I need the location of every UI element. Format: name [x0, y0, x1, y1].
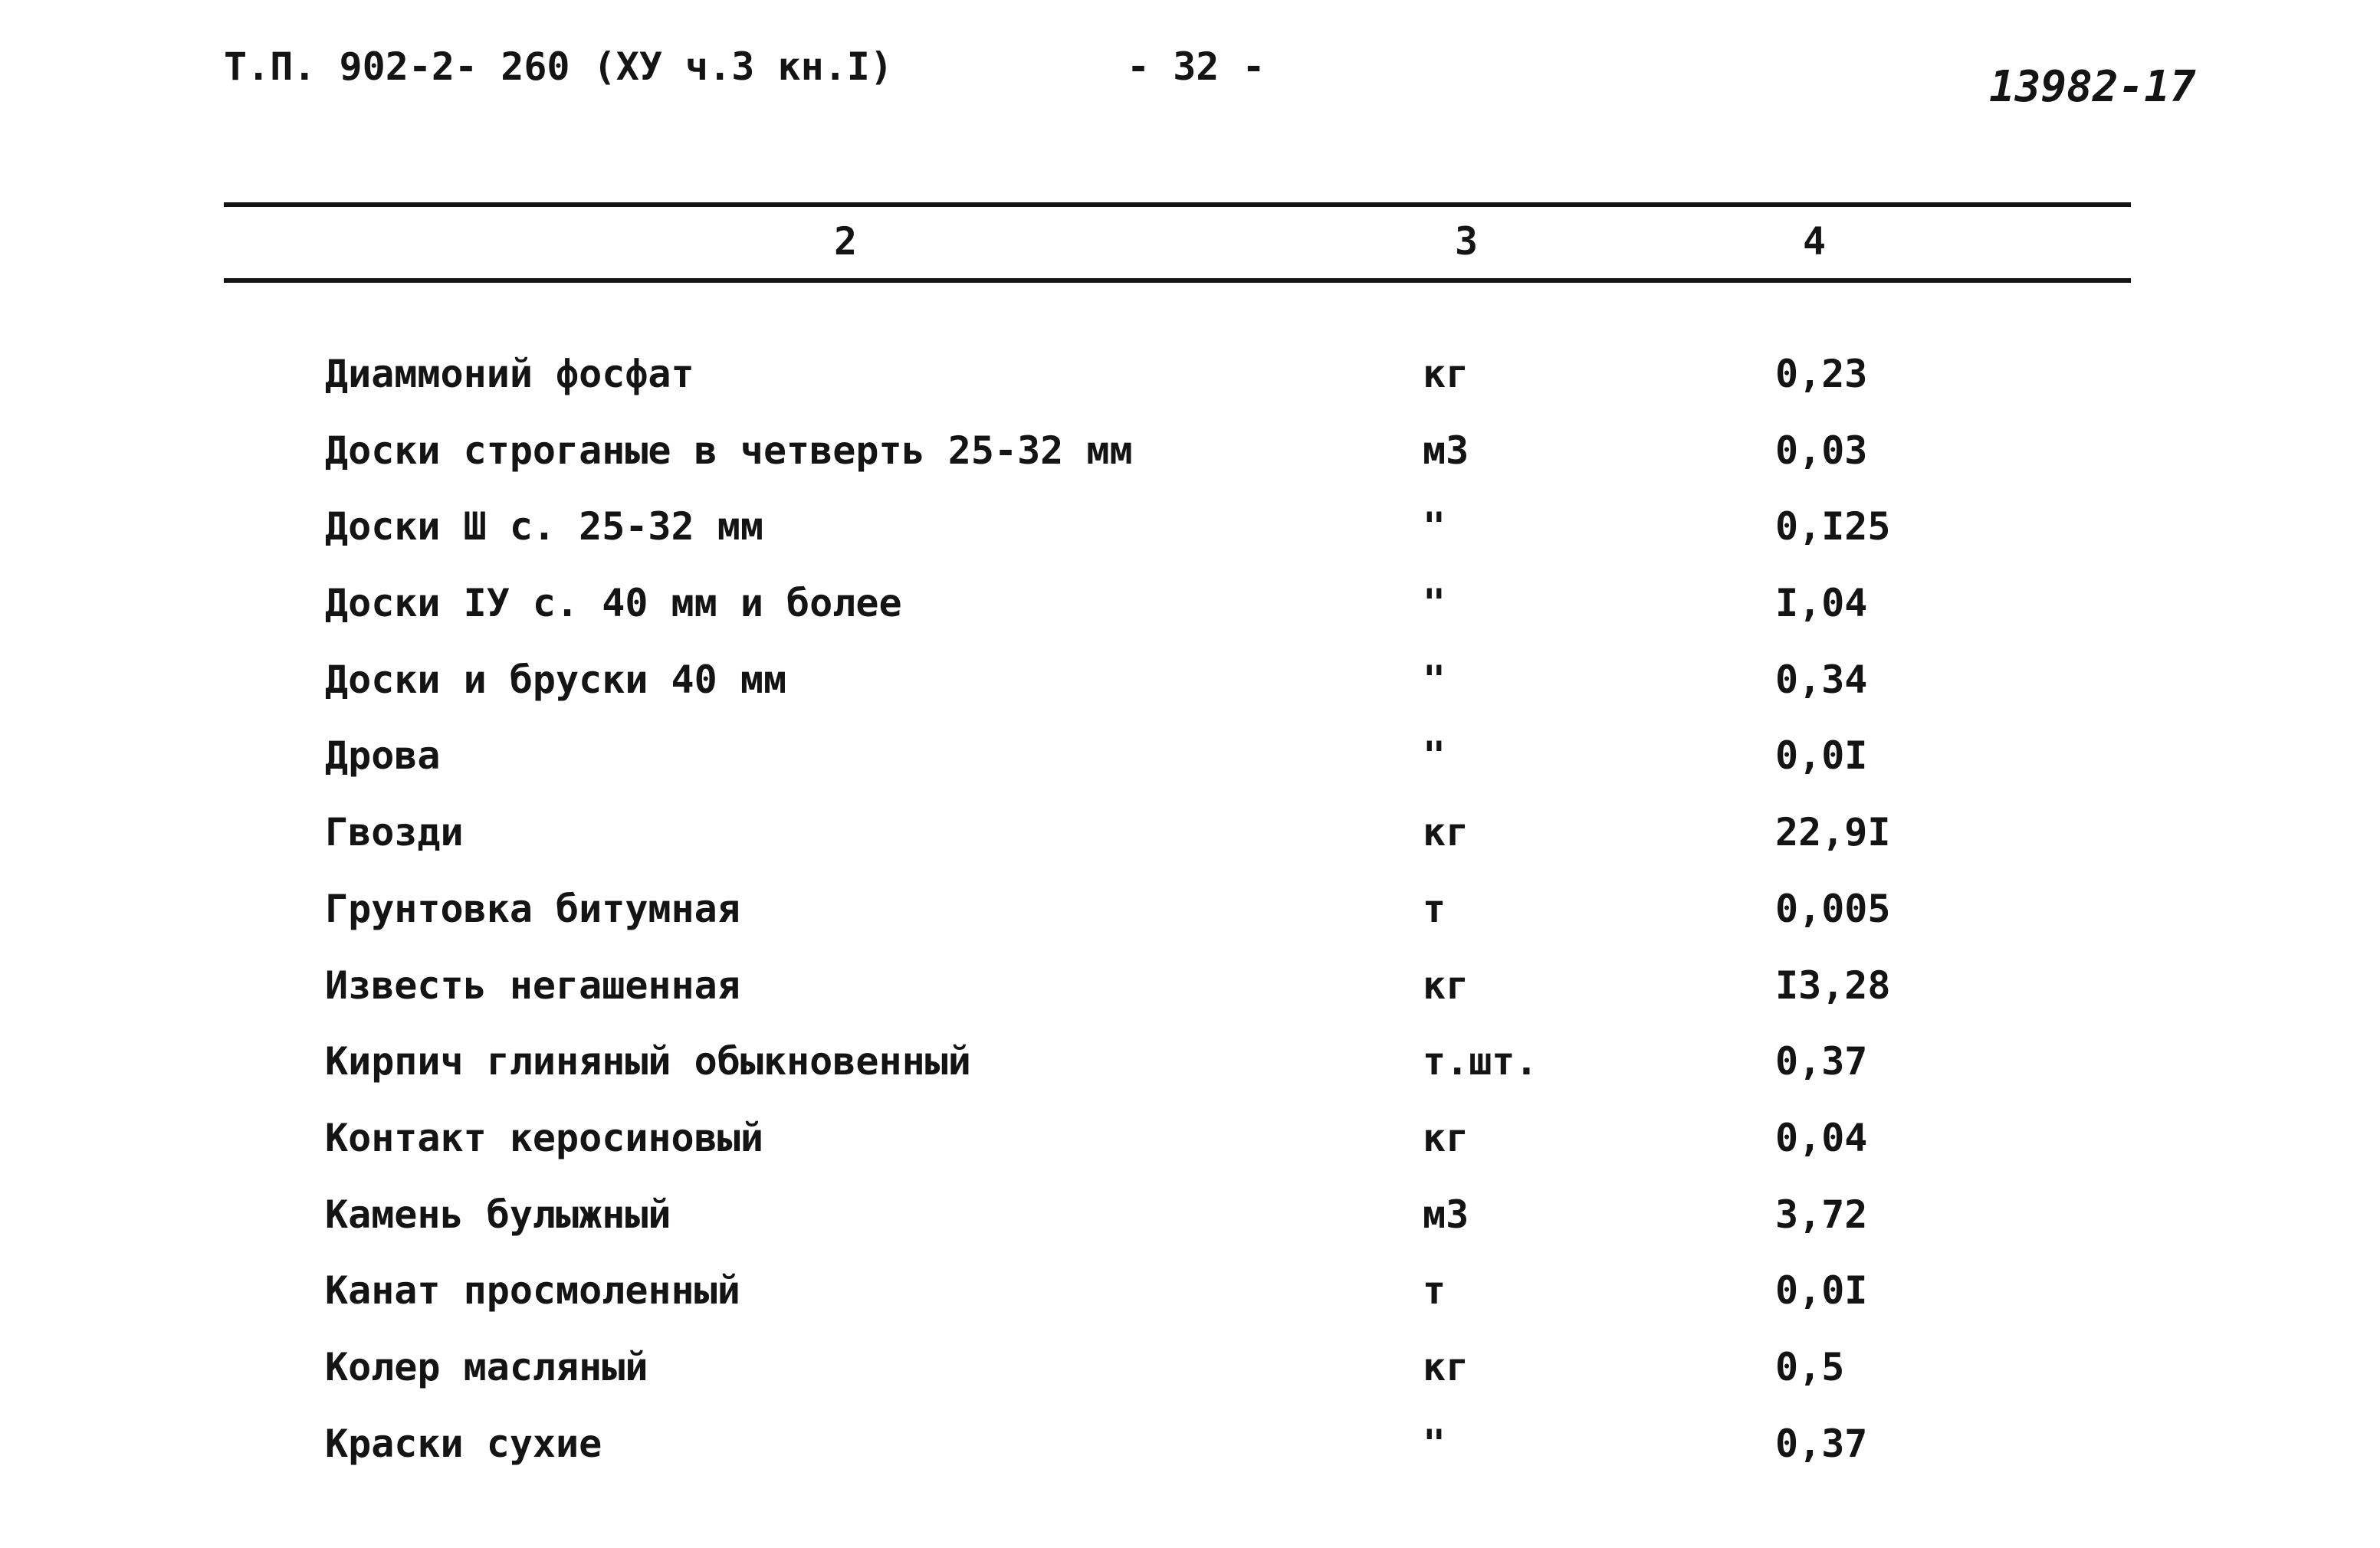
material-unit: т.шт.: [1423, 1039, 1538, 1084]
table-top-rule: [224, 202, 2131, 207]
material-name: Контакт керосиновый: [325, 1115, 763, 1160]
material-quantity: 0,0I: [1775, 733, 1868, 779]
material-quantity: 0,03: [1775, 428, 1868, 473]
table-row: [0, 799, 2380, 876]
material-name: Канат просмоленный: [325, 1268, 740, 1314]
material-name: Гвозди: [325, 810, 464, 855]
material-unit: м3: [1423, 428, 1469, 473]
table-row: [0, 418, 2380, 494]
column-header-4: 4: [1803, 219, 1827, 264]
material-name: Грунтовка битумная: [325, 886, 740, 931]
materials-table-body: [0, 341, 2380, 1487]
table-row: [0, 1334, 2380, 1411]
material-unit: т: [1423, 886, 1446, 931]
material-quantity: 0,005: [1775, 886, 1891, 931]
material-unit: кг: [1423, 352, 1469, 396]
material-unit: ": [1423, 504, 1446, 549]
page-number: - 32 -: [1127, 44, 1266, 89]
table-row: [0, 1105, 2380, 1182]
material-unit: ": [1423, 733, 1446, 779]
material-unit: м3: [1423, 1192, 1469, 1237]
material-name: Колер масляный: [325, 1344, 648, 1389]
table-row: [0, 647, 2380, 723]
material-quantity: I3,28: [1775, 963, 1891, 1008]
material-name: Краски сухие: [325, 1421, 602, 1466]
material-unit: ": [1423, 657, 1446, 702]
material-name: Доски строганые в четверть 25-32 мм: [325, 428, 1133, 473]
table-row: [0, 1411, 2380, 1487]
material-name: Диаммоний фосфат: [325, 352, 694, 396]
material-unit: кг: [1423, 1344, 1469, 1389]
table-row: [0, 341, 2380, 418]
material-quantity: 0,0I: [1775, 1268, 1868, 1314]
material-unit: т: [1423, 1268, 1446, 1314]
table-row: [0, 494, 2380, 570]
material-quantity: 0,5: [1775, 1344, 1845, 1389]
table-row: [0, 1182, 2380, 1258]
table-row: [0, 570, 2380, 647]
material-name: Кирпич глиняный обыкновенный: [325, 1039, 971, 1084]
material-name: Доски IУ с. 40 мм и более: [325, 581, 902, 626]
material-name: Камень булыжный: [325, 1192, 671, 1237]
table-row: [0, 953, 2380, 1029]
material-quantity: I,04: [1775, 581, 1868, 626]
material-name: Дрова: [325, 733, 441, 779]
sheet-code: 13982-17: [1989, 62, 2196, 112]
table-header-rule: [224, 278, 2131, 283]
material-unit: кг: [1423, 963, 1469, 1008]
table-row: [0, 1028, 2380, 1105]
material-quantity: 22,9I: [1775, 810, 1891, 855]
material-unit: кг: [1423, 1115, 1469, 1160]
material-name: Известь негашенная: [325, 963, 740, 1008]
material-unit: ": [1423, 1421, 1446, 1466]
column-header-2: 2: [834, 219, 858, 264]
material-name: Доски и бруски 40 мм: [325, 657, 787, 702]
document-reference: Т.П. 902-2- 260 (ХУ ч.3 кн.I): [224, 44, 893, 89]
material-quantity: 3,72: [1775, 1192, 1868, 1237]
material-quantity: 0,34: [1775, 657, 1868, 702]
column-header-3: 3: [1455, 219, 1479, 264]
material-quantity: 0,I25: [1775, 504, 1891, 549]
material-quantity: 0,37: [1775, 1421, 1868, 1466]
material-unit: кг: [1423, 810, 1469, 855]
table-row: [0, 723, 2380, 799]
table-row: [0, 1258, 2380, 1334]
material-quantity: 0,04: [1775, 1115, 1868, 1160]
material-unit: ": [1423, 581, 1446, 626]
table-row: [0, 876, 2380, 953]
material-quantity: 0,37: [1775, 1039, 1868, 1084]
material-quantity: 0,23: [1775, 352, 1868, 396]
material-name: Доски Ш с. 25-32 мм: [325, 504, 763, 549]
